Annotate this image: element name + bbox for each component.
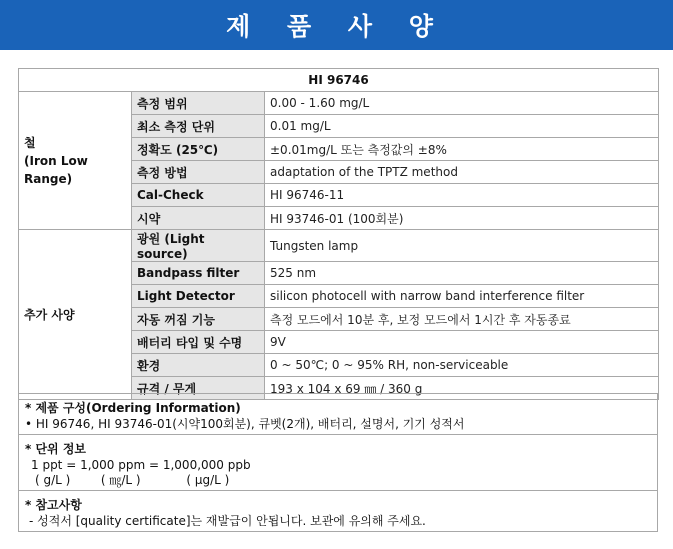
- note-heading: * 참고사항: [25, 498, 82, 512]
- group-label-line1: 추가 사양: [24, 307, 75, 322]
- model-row: [19, 69, 659, 92]
- note-text: - 성적서 [quality certificate]는 재발급이 안됩니다. 보관에 유의해 주세요.: [29, 514, 426, 528]
- spec-value: 0.01 mg/L: [265, 115, 659, 138]
- spec-value: adaptation of the TPTZ method: [265, 161, 659, 184]
- spec-label: 환경: [132, 354, 265, 377]
- spec-value: ±0.01mg/L 또는 측정값의 ±8%: [265, 138, 659, 161]
- spec-row: [19, 92, 659, 115]
- model-name: HI 96746: [19, 69, 659, 92]
- note-section-composition: [19, 394, 658, 435]
- spec-value: 525 nm: [265, 262, 659, 285]
- spec-value: 0 ~ 50℃; 0 ~ 95% RH, non-serviceable: [265, 354, 659, 377]
- spec-row: [19, 230, 659, 262]
- note-heading: * 단위 정보: [25, 442, 86, 456]
- group-label-iron: [19, 92, 132, 230]
- note-text: • HI 96746, HI 93746-01(시약100회분), 큐벳(2개), 배터리, 설명서, 기기 성적서: [25, 417, 465, 431]
- spec-value: Tungsten lamp: [265, 230, 659, 262]
- spec-label: 측정 범위: [132, 92, 265, 115]
- notes-table: [18, 393, 658, 532]
- unit-names: ( g/L ) ( ㎎/L ) ( μg/L ): [35, 473, 230, 487]
- spec-label: 정확도 (25℃): [132, 138, 265, 161]
- spec-value: 193 x 104 x 69 ㎜ / 360 g: [265, 377, 659, 400]
- spec-label: Light Detector: [132, 285, 265, 308]
- spec-value: 측정 모드에서 10분 후, 보정 모드에서 1시간 후 자동종료: [265, 308, 659, 331]
- spec-value: silicon photocell with narrow band interference filter: [265, 285, 659, 308]
- spec-label: 최소 측정 단위: [132, 115, 265, 138]
- spec-table: [18, 68, 659, 400]
- spec-value: HI 96746-11: [265, 184, 659, 207]
- unit-conversion: 1 ppt = 1,000 ppm = 1,000,000 ppb: [31, 458, 251, 472]
- spec-label: 배터리 타입 및 수명: [132, 331, 265, 354]
- note-section-units: [19, 435, 658, 491]
- group-label-line1: 철: [24, 135, 36, 150]
- spec-value: HI 93746-01 (100회분): [265, 207, 659, 230]
- spec-label: 규격 / 무게: [132, 377, 265, 400]
- spec-label: 자동 꺼짐 기능: [132, 308, 265, 331]
- group-label-line2: (Iron Low Range): [24, 153, 88, 186]
- note-heading: * 제품 구성(Ordering Information): [25, 401, 241, 415]
- spec-value: 0.00 - 1.60 mg/L: [265, 92, 659, 115]
- note-section-reference: [19, 491, 658, 532]
- spec-label: 시약: [132, 207, 265, 230]
- page-title: 제 품 사 양: [0, 0, 673, 50]
- spec-value: 9V: [265, 331, 659, 354]
- spec-label: 광원 (Light source): [132, 230, 265, 262]
- spec-label: Bandpass filter: [132, 262, 265, 285]
- spec-label: 측정 방법: [132, 161, 265, 184]
- group-label-additional: [19, 230, 132, 400]
- spec-label: Cal-Check: [132, 184, 265, 207]
